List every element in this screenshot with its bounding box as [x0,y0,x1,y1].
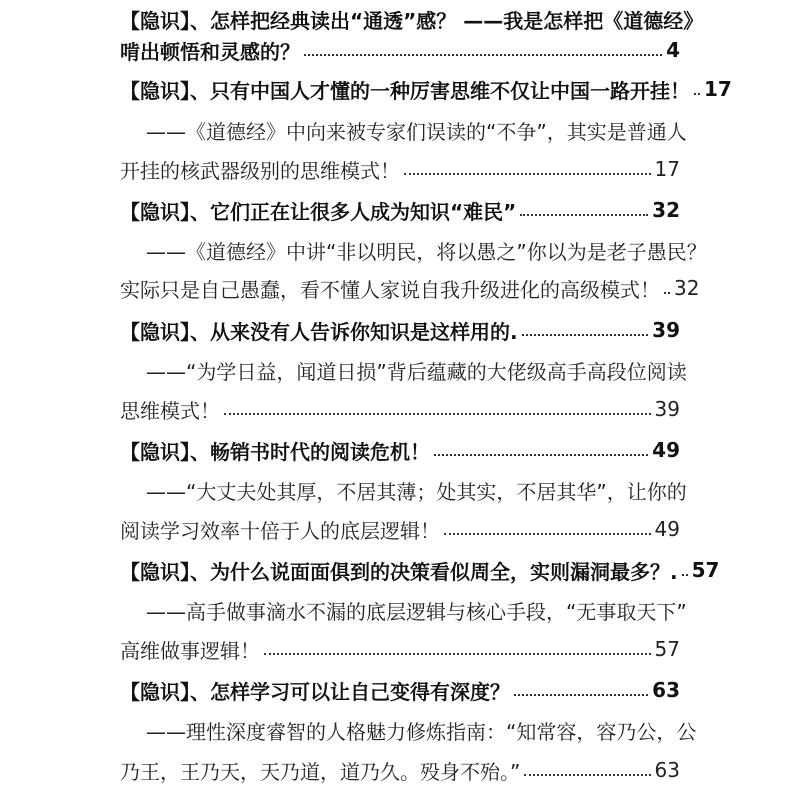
page-number: 63 [652,678,680,702]
toc-entry-7-subtitle-cont[interactable] [120,753,680,787]
toc-entry-7-subtitle[interactable] [146,713,697,747]
toc-title-text: 【隐识】、为什么说面面俱到的决策看似周全，实则漏洞最多？. [120,559,678,584]
toc-subtitle-text: 实际只是自己愚蠢，看不懂人家说自我升级进化的高级模式！ [120,277,660,302]
page-number: 32 [674,276,700,300]
page-number: 4 [666,38,680,62]
toc-entry-3-subtitle-cont[interactable] [120,271,700,305]
toc-subtitle-text: ——“大丈夫处其厚，不居其薄；处其实，不居其华”，让你的 [146,479,687,504]
dot-leader [524,772,650,776]
toc-title-text: 啃出顿悟和灵感的？ [120,39,300,64]
toc-subtitle-text: 思维模式！ [120,398,220,423]
toc-entry-3-title[interactable] [120,193,680,227]
toc-entry-2-subtitle[interactable] [146,113,687,147]
toc-entry-4-subtitle[interactable] [146,353,687,387]
toc-entry-6-title[interactable] [120,553,720,587]
page-number: 17 [654,157,680,181]
dot-leader [694,91,700,95]
toc-entry-2-subtitle-cont[interactable] [120,152,680,186]
toc-subtitle-text: 阅读学习效率十倍于人的底层逻辑！ [120,518,440,543]
page-number: 49 [652,438,680,462]
dot-leader [520,212,648,216]
toc-title-text: 【隐识】、它们正在让很多人成为知识“难民” [120,199,517,224]
toc-entry-5-title[interactable] [120,433,680,467]
toc-subtitle-text: 开挂的核武器级别的思维模式！ [120,158,400,183]
page-number: 39 [654,397,680,421]
page-number: 57 [654,637,680,661]
dot-leader [434,452,648,456]
page-number: 32 [652,198,680,222]
toc-entry-4-title[interactable] [120,313,680,347]
toc-entry-6-subtitle[interactable] [146,593,687,627]
toc-entry-5-subtitle[interactable] [146,473,687,507]
page-number: 57 [691,558,720,582]
toc-subtitle-text: 乃王，王乃天，天乃道，道乃久。殁身不殆。” [120,759,521,784]
toc-entry-7-title[interactable] [120,673,680,707]
page-number: 17 [704,77,732,101]
toc-subtitle-text: ——高手做事滴水不漏的底层逻辑与核心手段，“无事取天下” [146,599,687,624]
toc-title-text: 【隐识】、从来没有人告诉你知识是这样用的. [120,319,518,344]
dot-leader [682,572,688,576]
toc-subtitle-text: ——《道德经》中向来被专家们误读的“不争”，其实是普通人 [146,119,687,144]
page-number: 39 [652,318,680,342]
toc-subtitle-text: ——《道德经》中讲“非以明民，将以愚之”你以为是老子愚民？ [146,239,707,264]
dot-leader [304,52,662,56]
dot-leader [224,411,651,415]
toc-subtitle-text: ——“为学日益，闻道日损”背后蕴藏的大佬级高手高段位阅读 [146,359,687,384]
dot-leader [264,651,651,655]
dot-leader [404,171,651,175]
page-number: 63 [654,758,680,782]
toc-entry-3-subtitle[interactable] [146,233,707,267]
toc-entry-4-subtitle-cont[interactable] [120,392,680,426]
toc-entry-1-title[interactable] [120,2,704,36]
toc-entry-6-subtitle-cont[interactable] [120,632,680,666]
toc-subtitle-text: ——理性深度睿智的人格魅力修炼指南：“知常容，容乃公，公 [146,719,697,744]
page-number: 49 [654,517,680,541]
dot-leader [522,332,649,336]
dot-leader [664,290,670,294]
toc-title-text: 【隐识】、只有中国人才懂的一种厉害思维不仅让中国一路开挂！ [120,78,690,103]
dot-leader [514,692,648,696]
dot-leader [444,531,651,535]
toc-entry-5-subtitle-cont[interactable] [120,512,680,546]
toc-entry-1-title-cont[interactable] [120,33,680,67]
toc-title-text: 【隐识】、怎样学习可以让自己变得有深度？ [120,679,510,704]
toc-subtitle-text: 高维做事逻辑！ [120,638,260,663]
toc-title-text: 【隐识】、畅销书时代的阅读危机！ [120,439,430,464]
toc-entry-2-title[interactable] [120,72,732,106]
toc-title-text: 【隐识】、怎样把经典读出“通透”感？ ——我是怎样把《道德经》 [120,8,704,33]
